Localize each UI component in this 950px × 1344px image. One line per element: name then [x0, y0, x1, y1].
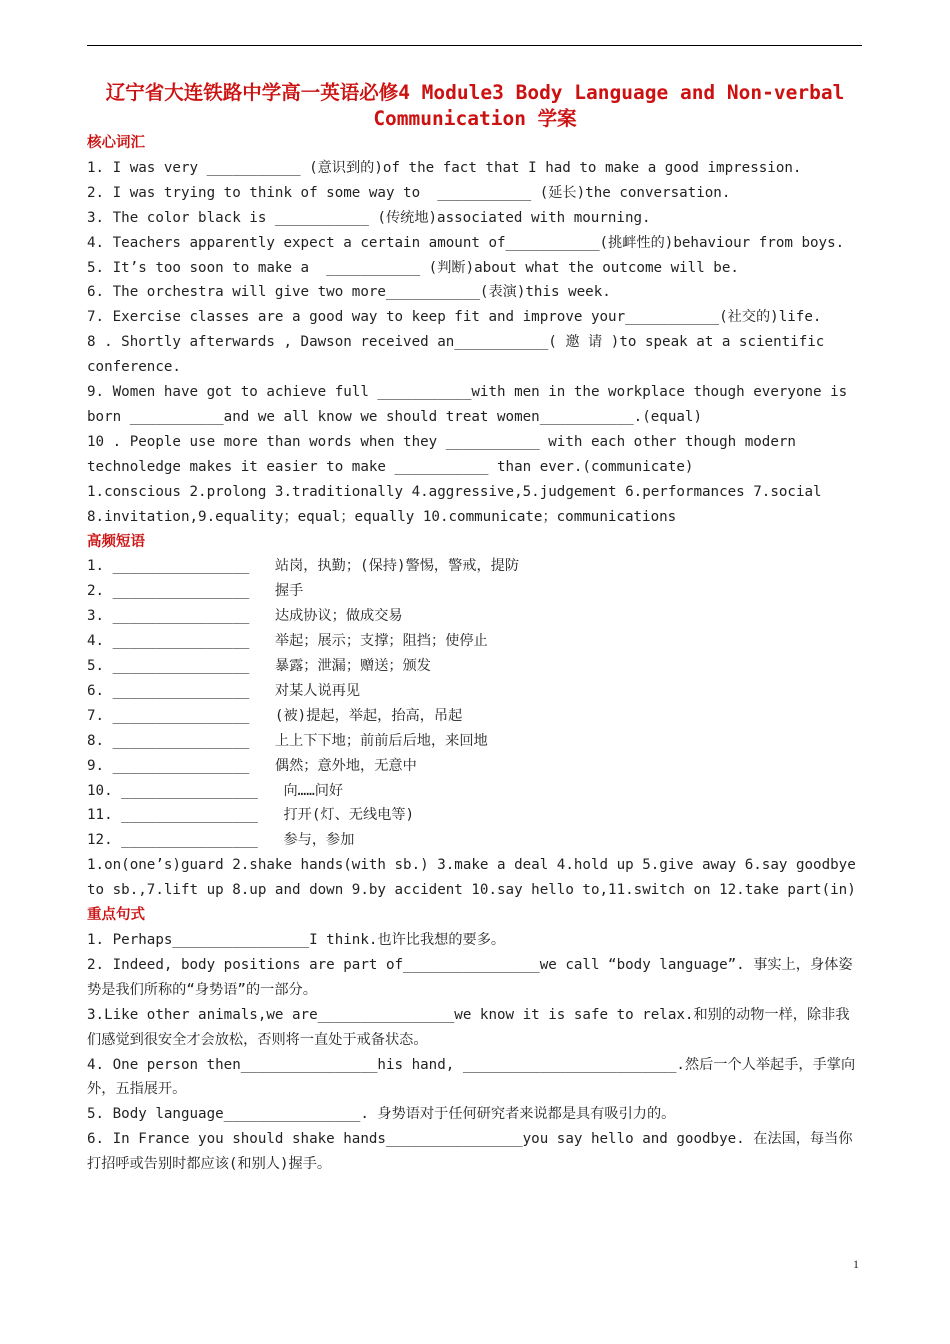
title-line-2: Communication 学案 [373, 107, 577, 130]
document-title [80, 80, 870, 132]
phrase-item: 4. ________________ 举起；展示；支撑；阻挡；使停止 [87, 633, 488, 650]
vocab-line: 7. Exercise classes are a good way to keep fit and improve your___________(社交的)life. [87, 309, 822, 326]
vocab-line: 1. I was very ___________ (意识到的)of the fact that I had to make a good impression. [87, 159, 802, 176]
document-body [87, 131, 862, 1177]
vocab-line: 6. The orchestra will give two more___________(表演)this week. [87, 284, 611, 301]
header-rule [87, 45, 862, 46]
sentence-item: 3.Like other animals,we are________________we know it is safe to relax.和别的动物一样，除非我们感觉到很安全才会放松，否则将一直处于戒备状态。 [87, 1006, 850, 1048]
phrase-item: 6. ________________ 对某人说再见 [87, 682, 361, 699]
phrase-item: 5. ________________ 暴露；泄漏；赠送；颁发 [87, 658, 431, 675]
sentence-item: 2. Indeed, body positions are part of________________we call “body language”. 事实上，身体姿势是我们所称的“身势语”的一部分。 [87, 956, 853, 998]
vocab-line: 10 . People use more than words when they ___________ with each other though modern technoledge makes it easier to make ___________ than ever.(communicate) [87, 433, 796, 475]
phrase-item: 8. ________________ 上上下下地；前前后后地，来回地 [87, 732, 488, 749]
phrase-item: 2. ________________ 握手 [87, 583, 304, 600]
vocab-line: 2. I was trying to think of some way to ___________ (延长)the conversation. [87, 184, 731, 201]
phrase-item: 1. ________________ 站岗，执勤；(保持)警惕，警戒，提防 [87, 558, 520, 575]
sentence-item: 4. One person then________________his hand, _________________________.然后一个人举起手，手掌向外，五指展开。 [87, 1056, 856, 1098]
vocab-line: 9. Women have got to achieve full ___________with men in the workplace though everyone is born ___________and we all know we should treat women___________.(equal) [87, 384, 848, 425]
vocab-line: 3. The color black is ___________ (传统地)associated with mourning. [87, 209, 651, 226]
vocab-line: 5. It’s too soon to make a ___________ (判断)about what the outcome will be. [87, 259, 739, 276]
phrase-item: 10. ________________ 向……问好 [87, 782, 344, 799]
sentence-item: 5. Body language________________. 身势语对于任何研究者来说都是具有吸引力的。 [87, 1106, 676, 1123]
phrase-item: 11. ________________ 打开(灯、无线电等) [87, 807, 415, 824]
phrase-item: 3. ________________ 达成协议；做成交易 [87, 608, 403, 625]
section-heading-phrases: 高频短语 [87, 533, 145, 550]
page-number: 1 [853, 1257, 859, 1271]
vocab-answers: 1.conscious 2.prolong 3.traditionally 4.aggressive,5.judgement 6.performances 7.social 8.invitation,9.equality；equal；equally 10.communicate；communications [87, 483, 822, 525]
section-heading-vocab: 核心词汇 [87, 135, 145, 151]
section-heading-sentences: 重点句式 [87, 907, 145, 924]
phrase-item: 7. ________________ (被)提起，举起，抬高，吊起 [87, 707, 463, 724]
phrase-item: 9. ________________ 偶然；意外地，无意中 [87, 757, 417, 774]
phrase-answers: 1.on(one’s)guard 2.shake hands(with sb.) 3.make a deal 4.hold up 5.give away 6.say goodbye to sb.,7.lift up 8.up and down 9.by accident 10.say hello to,11.switch on 12.take part(in) [87, 857, 856, 899]
sentence-item: 1. Perhaps________________I think.也许比我想的要多。 [87, 932, 506, 948]
phrase-item: 12. ________________ 参与，参加 [87, 832, 355, 849]
vocab-line: 8 . Shortly afterwards , Dawson received an___________( 邀 请 )to speak at a scientific conference. [87, 334, 825, 376]
sentence-item: 6. In France you should shake hands________________you say hello and goodbye. 在法国，每当你打招呼或告别时都应该(和别人)握手。 [87, 1131, 853, 1173]
vocab-line: 4. Teachers apparently expect a certain amount of___________(挑衅性的)behaviour from boys. [87, 234, 845, 251]
title-line-1: 辽宁省大连铁路中学高一英语必修4 Module3 Body Language and Non-verbal [105, 81, 845, 104]
